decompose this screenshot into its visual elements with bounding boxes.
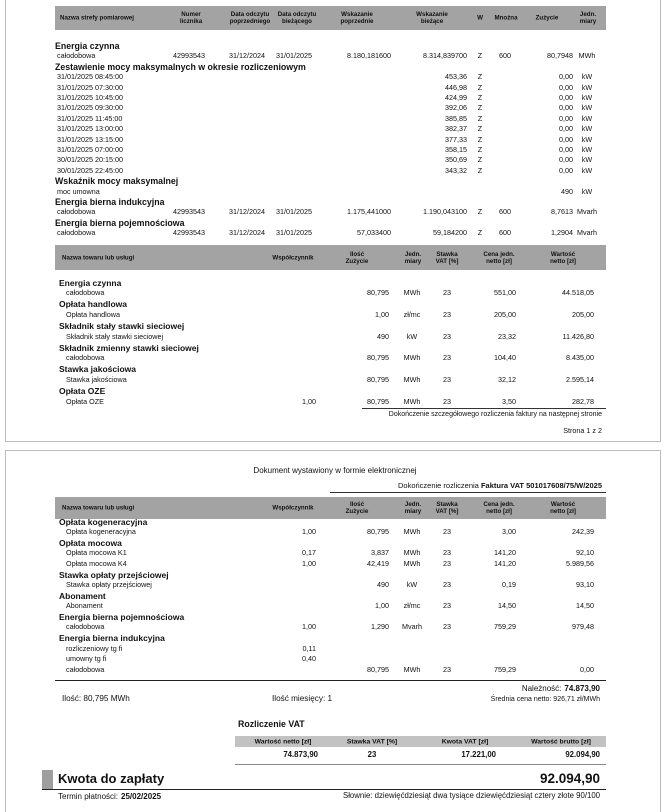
section-label: Energia czynna: [55, 41, 120, 51]
meter-cell-unit: kW: [581, 134, 593, 144]
service-row: [0, 622, 665, 633]
section-label: Zestawienie mocy maksymalnych w okresie rozliczeniowym: [55, 61, 306, 72]
meter-cell-w: Z: [477, 155, 483, 165]
service-cell-coef: 1,00: [302, 527, 316, 537]
service-row: [0, 654, 665, 665]
service-cell-price: 141,20: [494, 548, 516, 558]
service-cell-qty: 80,795: [367, 396, 389, 406]
meter-row: [0, 124, 665, 134]
section-label: Stawka jakościowa: [59, 364, 137, 375]
total-accent-bar: [42, 770, 53, 789]
summary-divider: [55, 680, 606, 681]
service-row: [0, 375, 665, 386]
service-cell-name: całodobowa: [66, 622, 105, 632]
meter-cell-unit: MWh: [578, 51, 596, 61]
electronic-document-note: Dokument wystawiony w formie elektronicznej: [253, 465, 417, 475]
service-cell-net: 44.518,05: [562, 288, 594, 298]
meter-header-prev-reading: Wskazanie poprzednie: [340, 11, 374, 25]
service-cell-vat: 23: [443, 331, 451, 341]
service-cell-vat: 23: [443, 374, 451, 384]
service-cell-net: 14,50: [576, 601, 594, 611]
service-cell-name: Stawka opłaty przejściowej: [66, 580, 152, 590]
service-section-row: [0, 278, 665, 289]
meter-cell-w: Z: [477, 134, 483, 144]
section-label: Opłata handlowa: [59, 299, 128, 310]
service-cell-net: 92,10: [576, 548, 594, 558]
page-number: Strona 1 z 2: [563, 426, 602, 435]
service-row: [0, 397, 665, 408]
average-net-price: Średnia cena netto: 926,71 zł/MWh: [490, 696, 600, 703]
meter-cell-w: Z: [477, 145, 483, 154]
meter-cell-usage: 0,00: [559, 134, 573, 144]
meter-cell-unit: kW: [581, 82, 593, 92]
meter-cell-unit: kW: [581, 72, 593, 82]
service-header-price: Cena jedn. netto [zł]: [483, 501, 515, 515]
service-cell-name: Abonament: [66, 601, 103, 611]
service-cell-vat: 23: [443, 527, 451, 537]
meter-cell-curr-reading: 392,06: [445, 103, 467, 113]
meter-cell-unit: kW: [581, 113, 593, 123]
service-header-unit: Jedn. miary: [404, 501, 422, 515]
service-cell-unit: zł/mc: [403, 601, 421, 611]
meter-cell-meter-no: 42993543: [173, 207, 205, 217]
service-cell-net: 979,48: [572, 622, 594, 632]
service-row: [0, 559, 665, 570]
meter-cell-usage: 0,00: [559, 165, 573, 175]
service-cell-name: rozliczeniowy tg fi: [66, 643, 123, 653]
service-cell-net: 2.595,14: [566, 374, 594, 384]
service-table-header: [55, 497, 606, 519]
service-cell-unit: Mvarh: [402, 622, 422, 632]
meter-cell-unit: Mvarh: [577, 228, 597, 238]
meter-cell-curr-reading: 446,98: [445, 82, 467, 92]
continuation-heading-divider: [330, 492, 606, 493]
service-cell-coef: 0,40: [302, 654, 316, 664]
vat-value-rate: 23: [367, 749, 377, 759]
continuation-heading: [398, 482, 602, 491]
meter-cell-zone: 30/01/2025 22:45:00: [57, 165, 123, 175]
continuation-divider: [362, 408, 606, 409]
total-value: 92.094,90: [539, 771, 600, 787]
payment-due-date: 25/02/2025: [121, 791, 162, 801]
meter-cell-multiplier: 600: [499, 51, 511, 61]
service-cell-unit: MWh: [403, 527, 421, 537]
meter-cell-zone: 31/01/2025 07:00:00: [57, 145, 123, 154]
service-section-row: [0, 591, 665, 602]
vat-header-rate: Stawka VAT [%]: [346, 738, 398, 745]
meter-cell-usage: 0,00: [559, 155, 573, 165]
meter-cell-zone: 31/01/2025 13:00:00: [57, 124, 123, 134]
service-cell-qty: 42,419: [367, 558, 389, 568]
service-cell-qty: 80,795: [367, 527, 389, 537]
service-cell-vat: 23: [443, 396, 451, 406]
meter-row: [0, 114, 665, 124]
service-cell-net: 242,39: [572, 527, 594, 537]
amount-due-label: Należność:: [521, 683, 562, 693]
continuation-prefix: Dokończenie rozliczenia: [397, 480, 479, 490]
service-cell-price: 759,29: [494, 664, 516, 674]
meter-section-row: [0, 197, 665, 207]
meter-cell-w: Z: [477, 51, 483, 61]
meter-cell-meter-no: 42993543: [173, 228, 205, 238]
service-cell-qty: 80,795: [367, 288, 389, 298]
continuation-note: Dokończenie szczegółowego rozliczenia faktury na następnej stronie: [388, 411, 602, 419]
payment-due-label: Termin płatności:: [58, 791, 119, 801]
meter-cell-prev-reading: 8.180,181600: [347, 51, 391, 61]
meter-cell-unit: kW: [581, 124, 593, 134]
meter-cell-usage: 80,7948: [547, 51, 573, 61]
meter-section-row: [0, 218, 665, 228]
service-cell-qty: 1,00: [375, 310, 389, 320]
invoice-number: Faktura VAT 501017608/75/W/2025: [480, 480, 602, 490]
service-cell-name: całodobowa: [66, 288, 105, 298]
meter-row: [0, 72, 665, 82]
service-cell-net: 11.426,80: [562, 331, 594, 341]
section-label: Składnik stały stawki sieciowej: [59, 320, 185, 331]
meter-cell-zone: całodobowa: [57, 228, 96, 238]
service-header-qty: Ilość Zużycie: [345, 250, 369, 265]
service-row: [0, 548, 665, 559]
service-cell-name: umowny tg fi: [66, 654, 107, 664]
meter-cell-zone: 31/01/2025 11:45:00: [57, 113, 123, 123]
service-cell-name: całodobowa: [66, 353, 105, 363]
section-label: Wskaźnik mocy maksymalnej: [55, 176, 179, 187]
section-label: Opłata OZE: [59, 385, 106, 396]
service-cell-unit: kW: [406, 331, 418, 341]
service-section-row: [0, 538, 665, 549]
service-cell-unit: MWh: [403, 288, 421, 298]
meter-header-prev-date: Data odczytu poprzedniego: [229, 11, 271, 25]
service-section-row: [0, 386, 665, 397]
vat-header-net: Wartość netto [zł]: [254, 738, 312, 745]
meter-cell-w: Z: [477, 72, 483, 82]
service-cell-net: 5.989,56: [566, 558, 594, 568]
service-cell-price: 3,00: [502, 527, 516, 537]
meter-row: [0, 51, 665, 61]
meter-cell-curr-reading: 343,32: [445, 165, 467, 175]
meter-row: [0, 228, 665, 238]
service-row: [0, 310, 665, 321]
section-label: Opłata mocowa: [59, 537, 122, 548]
service-header-name: Nazwa towaru lub usługi: [62, 504, 135, 512]
meter-cell-zone: 31/01/2025 10:45:00: [57, 93, 123, 102]
service-cell-coef: 0,11: [302, 643, 316, 653]
meter-cell-multiplier: 600: [499, 228, 511, 238]
service-cell-qty: 490: [377, 580, 389, 590]
meter-cell-curr-reading: 424,99: [445, 93, 467, 102]
service-cell-price: 3,50: [502, 396, 516, 406]
total-divider: [42, 789, 606, 790]
total-label: Kwota do zapłaty: [58, 770, 165, 786]
meter-section-row: [0, 176, 665, 186]
meter-header-w: W: [477, 14, 483, 22]
meter-cell-prev-reading: 1.175,441000: [347, 207, 391, 217]
service-cell-name: Stawka jakościowa: [66, 374, 127, 384]
meter-row: [0, 145, 665, 155]
meter-header-usage: Zużycie: [535, 14, 559, 22]
meter-cell-unit: kW: [581, 145, 593, 154]
service-cell-unit: MWh: [403, 548, 421, 558]
months-count: Ilość miesięcy: 1: [272, 694, 333, 704]
service-cell-vat: 23: [443, 622, 451, 632]
meter-cell-unit: kW: [581, 103, 593, 113]
meter-cell-w: Z: [477, 82, 483, 92]
meter-cell-usage: 0,00: [559, 93, 573, 102]
section-label: Składnik zmienny stawki sieciowej: [59, 342, 199, 353]
service-cell-price: 23,32: [498, 331, 516, 341]
service-cell-qty: 80,795: [367, 664, 389, 674]
meter-row: [0, 155, 665, 165]
service-cell-price: 759,29: [494, 622, 516, 632]
service-cell-name: Składnik stały stawki sieciowej: [66, 331, 164, 341]
meter-cell-zone: moc umowna: [57, 186, 100, 196]
meter-cell-usage: 0,00: [559, 124, 573, 134]
section-label: Energia bierna indukcyjna: [59, 632, 165, 643]
service-cell-net: 282,78: [572, 396, 594, 406]
meter-cell-zone: 31/01/2025 13:15:00: [57, 134, 123, 144]
service-section-row: [0, 570, 665, 581]
service-section-row: [0, 517, 665, 528]
meter-cell-curr-reading: 382,37: [445, 124, 467, 134]
service-cell-price: 104,40: [494, 353, 516, 363]
service-cell-vat: 23: [443, 664, 451, 674]
service-cell-qty: 80,795: [367, 353, 389, 363]
meter-cell-curr-date: 31/01/2025: [276, 51, 312, 61]
service-cell-qty: 80,795: [367, 374, 389, 384]
service-cell-price: 141,20: [494, 558, 516, 568]
service-header-unit: Jedn. miary: [404, 250, 422, 265]
meter-cell-w: Z: [477, 113, 483, 123]
service-cell-net: 205,00: [572, 310, 594, 320]
service-cell-unit: MWh: [403, 664, 421, 674]
service-cell-unit: MWh: [403, 396, 421, 406]
meter-cell-multiplier: 600: [499, 207, 511, 217]
service-cell-unit: MWh: [403, 558, 421, 568]
service-header-coef: Współczynnik: [272, 504, 314, 512]
service-cell-net: 93,10: [576, 580, 594, 590]
service-cell-net: 0,00: [580, 664, 594, 674]
meter-cell-unit: Mvarh: [577, 207, 597, 217]
meter-cell-zone: całodobowa: [57, 207, 96, 217]
meter-row: [0, 103, 665, 113]
service-cell-vat: 23: [443, 601, 451, 611]
service-table-header: [55, 245, 606, 270]
meter-cell-unit: kW: [581, 155, 593, 165]
meter-cell-w: Z: [477, 124, 483, 134]
meter-cell-usage: 0,00: [559, 72, 573, 82]
meter-cell-prev-date: 31/12/2024: [229, 51, 265, 61]
service-cell-vat: 23: [443, 353, 451, 363]
meter-header-curr-reading: Wskazanie bieżące: [416, 11, 448, 25]
service-header-price: Cena jedn. netto [zł]: [483, 250, 515, 265]
service-cell-unit: MWh: [403, 374, 421, 384]
amount-due-value: 74.873,90: [564, 683, 600, 693]
meter-header-multiplier: Mnożna: [494, 14, 518, 22]
meter-cell-curr-reading: 59,184200: [433, 228, 467, 238]
service-row: [0, 353, 665, 364]
vat-value-gross: 92.094,90: [565, 749, 600, 759]
service-row: [0, 332, 665, 343]
service-cell-unit: kW: [406, 580, 418, 590]
service-cell-qty: 3,837: [371, 548, 389, 558]
meter-cell-w: Z: [477, 103, 483, 113]
service-cell-vat: 23: [443, 558, 451, 568]
meter-cell-unit: kW: [581, 93, 593, 102]
total-quantity: Ilość: 80,795 MWh: [62, 694, 130, 704]
service-cell-qty: 490: [377, 331, 389, 341]
section-label: Abonament: [59, 590, 106, 601]
meter-header-meter-no: Numer licznika: [179, 11, 203, 25]
service-cell-name: całodobowa: [66, 664, 105, 674]
section-label: Energia bierna pojemnościowa: [59, 611, 185, 622]
meter-cell-usage: 1,2904: [551, 228, 573, 238]
vat-value-amount: 17.221,00: [461, 749, 496, 759]
amount-due: [522, 684, 600, 693]
service-cell-name: Opłata mocowa K4: [66, 558, 127, 568]
meter-row: [0, 166, 665, 176]
meter-header-zone: Nazwa strefy pomiarowej: [60, 14, 134, 22]
service-section-row: [0, 633, 665, 644]
meter-cell-w: Z: [477, 207, 483, 217]
meter-cell-zone: 31/01/2025 09:30:00: [57, 103, 123, 113]
payment-due: [58, 792, 161, 801]
meter-cell-prev-reading: 57,033400: [357, 228, 391, 238]
service-cell-qty: 1,290: [371, 622, 389, 632]
meter-cell-zone: całodobowa: [57, 51, 96, 61]
service-cell-name: Opłata mocowa K1: [66, 548, 127, 558]
service-cell-price: 32,12: [498, 374, 516, 384]
service-cell-name: Opłata OZE: [66, 396, 104, 406]
meter-cell-unit: kW: [581, 165, 593, 175]
service-cell-name: Opłata kogeneracyjna: [66, 527, 136, 537]
service-cell-price: 14,50: [498, 601, 516, 611]
meter-cell-usage: 490: [561, 186, 573, 196]
meter-cell-curr-reading: 385,85: [445, 113, 467, 123]
meter-cell-prev-date: 31/12/2024: [229, 228, 265, 238]
meter-row: [0, 207, 665, 217]
service-row: [0, 665, 665, 676]
service-row: [0, 601, 665, 612]
section-label: Opłata kogeneracyjna: [59, 516, 148, 527]
service-header-coef: Współczynnik: [272, 254, 314, 261]
meter-cell-curr-date: 31/01/2025: [276, 228, 312, 238]
meter-header-unit: Jedn. miary: [579, 11, 597, 25]
meter-row: [0, 187, 665, 197]
vat-divider: [235, 764, 606, 765]
service-row: [0, 288, 665, 299]
meter-cell-curr-reading: 1.190,043100: [423, 207, 467, 217]
meter-cell-usage: 0,00: [559, 103, 573, 113]
meter-cell-usage: 0,00: [559, 82, 573, 92]
service-header-name: Nazwa towaru lub usługi: [62, 254, 135, 261]
vat-value-net: 74.873,90: [283, 749, 318, 759]
service-cell-price: 205,00: [494, 310, 516, 320]
meter-cell-usage: 8,7613: [551, 207, 573, 217]
service-header-vat: Stawka VAT [%]: [435, 250, 459, 265]
meter-row: [0, 83, 665, 93]
meter-cell-curr-reading: 377,33: [445, 134, 467, 144]
service-section-row: [0, 612, 665, 623]
meter-cell-prev-date: 31/12/2024: [229, 207, 265, 217]
service-header-qty: Ilość Zużycie: [345, 501, 369, 515]
service-cell-coef: 1,00: [302, 622, 316, 632]
service-cell-qty: 1,00: [375, 601, 389, 611]
meter-table-header: [55, 6, 606, 30]
meter-header-curr-date: Data odczytu bieżącego: [277, 11, 317, 25]
meter-cell-zone: 31/01/2025 07:30:00: [57, 82, 123, 92]
service-cell-vat: 23: [443, 548, 451, 558]
service-cell-vat: 23: [443, 288, 451, 298]
service-row: [0, 527, 665, 538]
vat-table-header: [235, 736, 606, 747]
meter-cell-usage: 0,00: [559, 145, 573, 154]
service-header-vat: Stawka VAT [%]: [435, 501, 459, 515]
service-cell-unit: MWh: [403, 353, 421, 363]
service-cell-coef: 0,17: [302, 548, 316, 558]
service-row: [0, 644, 665, 655]
service-cell-price: 0,19: [502, 580, 516, 590]
service-row: [0, 580, 665, 591]
service-cell-unit: zł/mc: [403, 310, 421, 320]
meter-cell-curr-reading: 8.314,839700: [423, 51, 467, 61]
section-label: Energia czynna: [59, 277, 122, 288]
service-section-row: [0, 343, 665, 354]
service-section-row: [0, 321, 665, 332]
vat-title: Rozliczenie VAT: [238, 719, 305, 729]
section-label: Stawka opłaty przejściowej: [59, 569, 169, 580]
meter-row: [0, 93, 665, 103]
meter-cell-unit: kW: [581, 186, 593, 196]
service-header-net: Wartość netto [zł]: [550, 250, 576, 265]
meter-cell-zone: 31/01/2025 08:45:00: [57, 72, 123, 82]
meter-cell-w: Z: [477, 93, 483, 102]
service-header-net: Wartość netto [zł]: [550, 501, 576, 515]
meter-cell-meter-no: 42993543: [173, 51, 205, 61]
service-cell-name: Opłata handlowa: [66, 310, 120, 320]
service-cell-coef: 1,00: [302, 558, 316, 568]
service-cell-vat: 23: [443, 580, 451, 590]
service-section-row: [0, 299, 665, 310]
meter-section-row: [0, 62, 665, 72]
section-label: Energia bierna pojemnościowa: [55, 217, 185, 228]
meter-cell-zone: 30/01/2025 20:15:00: [57, 155, 123, 165]
meter-cell-curr-reading: 453,36: [445, 72, 467, 82]
meter-cell-curr-reading: 358,15: [445, 145, 467, 154]
service-section-row: [0, 364, 665, 375]
meter-cell-w: Z: [477, 228, 483, 238]
meter-cell-curr-date: 31/01/2025: [276, 207, 312, 217]
service-cell-net: 8.435,00: [566, 353, 594, 363]
meter-cell-usage: 0,00: [559, 113, 573, 123]
service-cell-coef: 1,00: [302, 396, 316, 406]
meter-row: [0, 135, 665, 145]
vat-header-gross: Wartość brutto [zł]: [531, 738, 591, 745]
vat-header-amount: Kwota VAT [zł]: [441, 738, 489, 745]
section-label: Energia bierna indukcyjna: [55, 197, 165, 207]
service-cell-vat: 23: [443, 310, 451, 320]
meter-section-row: [0, 41, 665, 51]
service-cell-price: 551,00: [494, 288, 516, 298]
meter-cell-curr-reading: 350,69: [445, 155, 467, 165]
amount-in-words: Słownie: dziewięćdziesiąt dwa tysiące dziewięćdziesiąt cztery złote 90/100: [343, 790, 600, 800]
meter-cell-w: Z: [477, 165, 483, 175]
